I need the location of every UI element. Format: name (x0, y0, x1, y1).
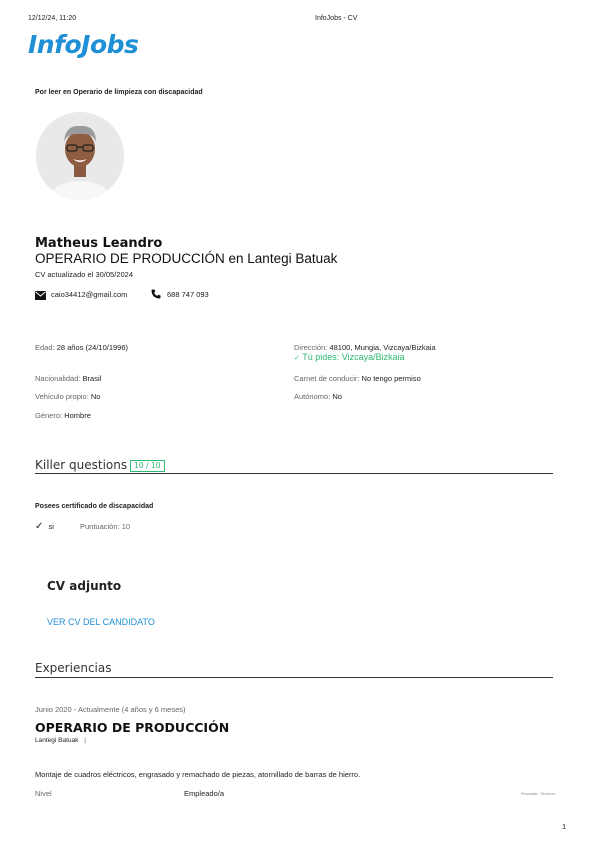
experience-period: Junio 2020 - Actualmente (4 años y 6 meses) (35, 705, 186, 714)
nationality-value: Brasil (82, 374, 102, 383)
experience-title: OPERARIO DE PRODUCCIÓN (35, 720, 230, 735)
phone[interactable]: 688 747 093 (167, 290, 209, 299)
cv-adjunto-heading: CV adjunto (47, 579, 122, 593)
address-row: Dirección: 48100, Mungia, Vizcaya/Bizkaia (294, 343, 436, 352)
candidate-name: Matheus Leandro (35, 236, 163, 251)
gender-value: Hombre (64, 411, 91, 420)
gender-row: Género: Hombre (35, 411, 91, 420)
avatar (35, 111, 125, 201)
check-icon: ✓ (294, 355, 300, 362)
print-datetime: 12/12/24, 11:20 (28, 15, 77, 22)
checkmark-icon: ✓ (35, 521, 44, 532)
view-cv-link[interactable]: VER CV DEL CANDIDATO (47, 617, 155, 627)
level-value: Empleado/a (184, 789, 225, 798)
print-title: InfoJobs - CV (315, 15, 358, 22)
age-value: 28 años (24/10/1996) (56, 343, 129, 352)
experiences-heading: Experiencias (35, 661, 112, 675)
candidate-headline: OPERARIO DE PRODUCCIÓN en Lantegi Batuak (35, 251, 338, 266)
killer-question: Posees certificado de discapacidad (35, 503, 154, 510)
phone-icon (151, 286, 161, 304)
vehicle-row: Vehículo propio: No (35, 392, 101, 401)
email[interactable]: caio34412@gmail.com (51, 290, 128, 299)
cv-updated: CV actualizado el 30/05/2024 (35, 270, 133, 279)
autonomo-row: Autónomo: No (294, 392, 342, 401)
experience-company: Lantegi Batuak | (35, 737, 86, 744)
killer-questions-heading: Killer questions 10 / 10 (35, 458, 165, 472)
application-status: Por leer en Operario de limpieza con discapacidad (35, 89, 203, 96)
age-row: Edad: 28 años (24/10/1996) (35, 343, 129, 352)
infojobs-logo[interactable]: InfoJobs (28, 30, 139, 59)
autonomo-value: No (332, 392, 342, 401)
address-value: 48100, Mungia, Vizcaya/Bizkaia (329, 343, 436, 352)
divider (35, 473, 553, 474)
email-icon (35, 287, 46, 305)
privacy-footnote[interactable]: Privacidad - Términos (521, 792, 555, 796)
vehicle-value: No (90, 392, 101, 401)
license-value: No tengo permiso (361, 374, 421, 383)
score-badge: 10 / 10 (130, 460, 164, 472)
killer-answer: ✓ si (35, 521, 54, 532)
experience-description: Montaje de cuadros eléctricos, engrasado y remachado de piezas, atornillado de barras de hierro. (35, 770, 361, 779)
license-row: Carnet de conducir: No tengo permiso (294, 374, 421, 383)
location-match: ✓ Tú pides: Vizcaya/Bizkaia (294, 352, 405, 362)
killer-points: Puntuación: 10 (80, 522, 131, 531)
nationality-row: Nacionalidad: Brasil (35, 374, 102, 383)
divider (35, 677, 553, 678)
page-number: 1 (562, 822, 567, 831)
level-label: Nivel (35, 789, 52, 798)
